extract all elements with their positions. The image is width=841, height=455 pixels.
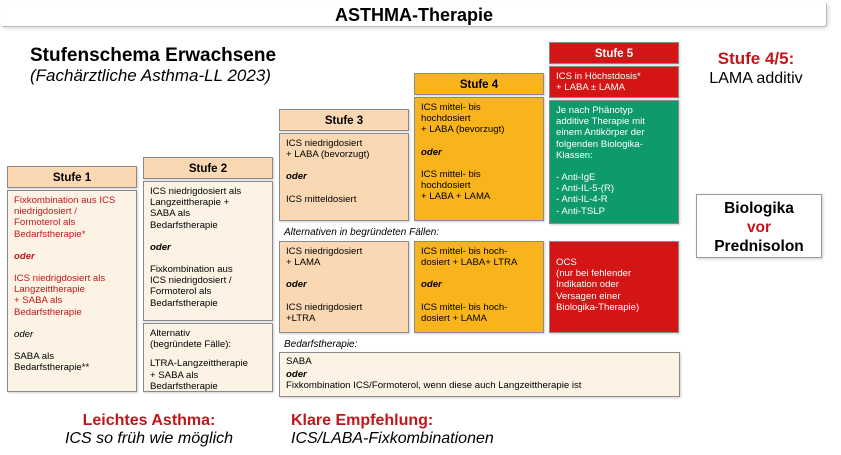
bedarfstherapie-label: Bedarfstherapie: [284, 339, 358, 350]
stufe-2-box [143, 181, 273, 321]
stufe-1-option-fixkombination [14, 195, 130, 240]
text-line: + LAMA [286, 257, 321, 269]
text-line: ICS niedrigdosiert [286, 246, 363, 257]
text-line: Fixkombination ICS/Formoterol, wenn diese auch Langzeittherapie ist [286, 380, 582, 392]
text-line: ICS mittel- bis [421, 102, 481, 113]
stufe-4-box [414, 97, 544, 221]
antibody-item: - Anti-IL-4-R [556, 194, 608, 206]
text-line: SABA [286, 356, 312, 367]
text-line: ICS niedrigdosiert / [150, 275, 232, 287]
stufe-5-biologika-box [549, 100, 679, 224]
text-line: ICS mittel- bis hoch- [421, 301, 508, 313]
text-line: (nur bei fehlender [556, 268, 632, 280]
antibody-item: - Anti-TSLP [556, 205, 606, 217]
antibody-item: - Anti-IgE [556, 172, 596, 184]
text-line: +LTRA [286, 312, 316, 324]
bedarfstherapie-box [279, 352, 680, 397]
scheme-heading: Stufenschema Erwachsene [30, 45, 277, 66]
text-line: niedrigdosiert / [14, 206, 77, 218]
text-line: Bedarfstherapie [150, 219, 218, 231]
text-line: SABA als [150, 208, 190, 220]
bottom-left-title: Leichtes Asthma: [82, 412, 216, 429]
text-line: Biologika-Therapie) [556, 301, 640, 313]
oder-label: oder [286, 369, 307, 381]
text-line: Klassen: [556, 149, 593, 161]
bottom-left-subtitle: ICS so früh wie möglich [64, 430, 234, 447]
text-line: ICS mittel- bis [421, 168, 481, 180]
stufe-3-box [279, 133, 409, 221]
text-line: folgenden Biologika- [556, 138, 643, 150]
stufe-2-alternative-box [143, 323, 273, 392]
stufe-1-box [7, 190, 137, 392]
oder-label: oder [150, 241, 171, 253]
oder-label: oder [286, 171, 307, 183]
text-line: ICS niedrigdosiert [286, 301, 363, 313]
text-line: (begründete Fälle): [150, 339, 232, 351]
oder-label: oder [421, 279, 442, 291]
text-line: dosiert + LABA+ LTRA [421, 257, 518, 269]
bottom-right-subtitle: ICS/LABA-Fixkombinationen [291, 430, 494, 447]
text-line: Langzeittherapie + [150, 197, 230, 209]
text-line: ICS niedrigdosiert als [150, 186, 242, 197]
biologika-note-box [696, 194, 822, 258]
text-line: ICS in Höchstdosis* [556, 71, 641, 82]
text-line: Prednisolon [714, 238, 804, 255]
stufe-5-header: Stufe 5 [549, 42, 679, 64]
text-line: Bedarfstherapie [14, 306, 82, 318]
text-line: + SABA als [150, 369, 199, 381]
text-line: additive Therapie mit [556, 116, 645, 128]
text-line: Bedarfstherapie* [14, 228, 86, 240]
text-line: dosiert + LAMA [421, 312, 487, 324]
text-line: einem Antikörper der [556, 127, 645, 139]
text-line: Formoterol als [150, 286, 212, 298]
text-line: ICS mittel- bis hoch- [421, 246, 508, 257]
text-line: + LABA (bevorzugt) [286, 149, 370, 161]
stufe-2-header: Stufe 2 [143, 157, 273, 179]
text-line: hochdosiert [421, 113, 471, 125]
page-title: ASTHMA-Therapie [2, 3, 827, 27]
text-line: hochdosiert [421, 180, 471, 192]
stufe-4-5-note [697, 49, 815, 89]
oder-label: oder [421, 146, 442, 158]
text-line: Je nach Phänotyp [556, 105, 633, 116]
text-line: Formoterol als [14, 217, 76, 229]
text-line: vor [746, 219, 772, 236]
bottom-right-title: Klare Empfehlung: [291, 412, 434, 429]
text-line: Biologika [724, 200, 794, 217]
stufe-3-header: Stufe 3 [279, 109, 409, 131]
text-line: SABA als [14, 351, 54, 363]
text-line: LTRA-Langzeittherapie [150, 358, 248, 370]
stufe-4-header: Stufe 4 [414, 73, 544, 95]
text-line: ICS niedrigdosiert [286, 138, 363, 149]
text-line: Bedarfstherapie** [14, 362, 90, 374]
text-line: Langzeittherapie [14, 284, 85, 296]
bottom-right-note [291, 412, 531, 448]
text-line: Alternativ [150, 328, 190, 339]
text-line: + LABA + LAMA [421, 191, 491, 203]
bottom-left-note [44, 412, 254, 448]
stufe-3-alternative-box [279, 241, 409, 333]
oder-label: oder [14, 328, 34, 340]
text-line: ICS niedrigdosiert als [14, 273, 106, 285]
stufe-1-header: Stufe 1 [7, 166, 137, 188]
stufe-5-ocs-box [549, 241, 679, 333]
scheme-subheading: (Fachärztliche Asthma-LL 2023) [30, 66, 271, 85]
text-line: Versagen einer [556, 290, 621, 302]
stufe-4-5-subtitle: LAMA additiv [709, 70, 803, 87]
stufe-5-top-box [549, 66, 679, 98]
stufe-4-5-title: Stufe 4/5: [717, 49, 795, 68]
oder-label: oder [14, 250, 35, 262]
text-line: Bedarfstherapie [150, 297, 218, 309]
text-line: OCS [556, 257, 577, 268]
antibody-item: - Anti-IL-5-(R) [556, 183, 615, 195]
text-line: Fixkombination aus [150, 264, 233, 276]
text-line: Fixkombination aus ICS [14, 195, 116, 206]
text-line: ICS mitteldosiert [286, 193, 357, 205]
alternativen-label: Alternativen in begründeten Fällen: [284, 227, 440, 238]
text-line: + SABA als [14, 295, 63, 307]
text-line: Bedarfstherapie [150, 380, 218, 392]
text-line: + LABA ± LAMA [556, 82, 625, 94]
stufe-4-alternative-box [414, 241, 544, 333]
stufe-1-option-ics-saba [14, 273, 130, 318]
text-line: + LABA (bevorzugt) [421, 124, 505, 136]
text-line: Indikation oder [556, 279, 619, 291]
oder-label: oder [286, 279, 307, 291]
